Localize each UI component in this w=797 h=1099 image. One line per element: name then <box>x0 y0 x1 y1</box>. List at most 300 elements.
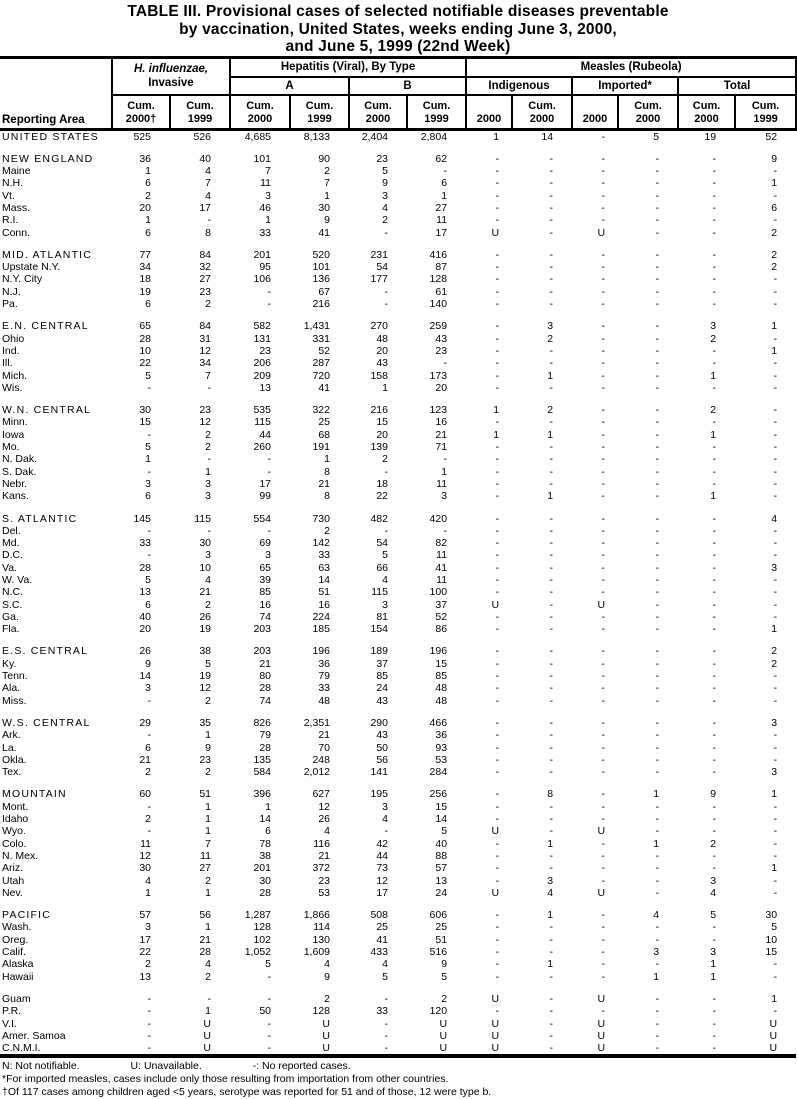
value-cell: - <box>601 741 606 754</box>
value-cell: 209 <box>253 369 271 382</box>
value-cell: 25 <box>435 921 448 934</box>
value-cell: - <box>495 921 500 934</box>
value-cell: 11 <box>436 574 448 586</box>
value-cell: - <box>147 524 151 537</box>
value-cell: 51 <box>435 933 448 946</box>
value-cell: - <box>773 741 778 754</box>
value-cell: 28 <box>139 332 151 345</box>
value-cell: - <box>601 320 606 333</box>
value-cell: - <box>495 645 500 658</box>
value-cell: U <box>597 1017 606 1030</box>
value-cell: 1 <box>653 970 660 983</box>
value-cell: - <box>549 561 554 574</box>
column-header-bottom: 2000 <box>476 113 502 125</box>
value-cell: - <box>773 453 778 466</box>
value-cell: - <box>712 813 717 826</box>
reporting-area-cell: W.N. CENTRAL <box>2 404 92 417</box>
value-cell: 20 <box>435 381 448 394</box>
value-cell: - <box>655 441 660 454</box>
value-cell: U <box>491 992 500 1005</box>
value-cell: - <box>712 165 717 178</box>
value-cell: 8,133 <box>303 130 330 143</box>
value-cell: - <box>601 177 606 190</box>
value-cell: 24 <box>435 886 448 899</box>
value-cell: - <box>655 574 660 586</box>
value-cell: 23 <box>199 404 211 417</box>
reporting-area-cell: Alaska <box>2 958 34 971</box>
value-cell: 145 <box>133 512 151 525</box>
value-cell: 4,685 <box>244 130 271 143</box>
reporting-area-cell: N.Y. City <box>2 273 43 286</box>
value-cell: 1 <box>493 404 500 417</box>
value-cell: 20 <box>376 428 388 441</box>
value-cell: - <box>549 598 554 611</box>
value-cell: 50 <box>259 1005 271 1018</box>
value-cell: - <box>655 729 660 742</box>
value-cell: 30 <box>318 201 330 214</box>
value-cell: - <box>549 800 554 813</box>
reporting-area-cell: Idaho <box>2 813 29 826</box>
value-cell: - <box>655 886 660 899</box>
value-cell: - <box>549 165 554 178</box>
value-cell: - <box>549 477 554 490</box>
value-cell: - <box>147 800 151 813</box>
value-cell: - <box>712 381 717 394</box>
value-cell: 720 <box>312 369 330 382</box>
table-title-line1: TABLE III. Provisional cases of selected notifiable diseases preventable <box>127 3 669 20</box>
value-cell: - <box>712 800 717 813</box>
value-cell: - <box>207 524 211 537</box>
value-cell: U <box>735 1042 796 1056</box>
reporting-area-cell: V.I. <box>2 1017 17 1030</box>
value-cell: 26 <box>318 813 330 826</box>
value-cell: 730 <box>312 512 330 525</box>
value-cell: 43 <box>376 694 388 707</box>
value-cell: 120 <box>429 1005 448 1018</box>
value-cell: - <box>712 465 717 478</box>
reporting-area-cell: Wash. <box>2 921 32 934</box>
value-cell: - <box>549 862 554 875</box>
value-cell: - <box>549 813 554 826</box>
table-row <box>0 549 796 561</box>
value-cell: 554 <box>253 512 271 525</box>
value-cell: - <box>655 524 660 537</box>
measles-indigenous-header: Indigenous <box>466 77 572 95</box>
value-cell: - <box>495 874 500 887</box>
reporting-area-cell: Upstate N.Y. <box>2 261 61 274</box>
value-cell: 177 <box>370 273 388 286</box>
value-cell: - <box>655 537 660 550</box>
value-cell: - <box>549 189 554 202</box>
value-cell: - <box>655 958 660 971</box>
value-cell: U <box>597 1029 606 1042</box>
value-cell: - <box>773 369 778 382</box>
value-cell: 322 <box>312 404 330 417</box>
table-row <box>0 478 796 490</box>
column-header-bottom: 2000 <box>635 113 661 125</box>
value-cell: 14 <box>435 813 448 826</box>
value-cell: 7 <box>265 165 271 178</box>
value-cell: - <box>712 416 717 429</box>
value-cell: - <box>601 453 606 466</box>
value-cell: 1 <box>205 800 211 813</box>
value-cell: - <box>601 862 606 875</box>
value-cell: 9 <box>324 214 330 227</box>
value-cell: 4 <box>324 825 330 838</box>
reporting-area-cell: Calif. <box>2 946 26 959</box>
value-cell: 2,351 <box>303 716 330 729</box>
reporting-area-cell: Ill. <box>2 357 13 370</box>
reporting-area-cell: Guam <box>2 992 31 1005</box>
value-cell: 3 <box>205 477 211 490</box>
value-cell: - <box>655 598 660 611</box>
table-row <box>0 357 796 369</box>
value-cell: - <box>655 694 660 707</box>
value-cell: 2 <box>324 992 330 1005</box>
value-cell: 20 <box>139 623 151 636</box>
h-influenzae-header <box>112 57 230 95</box>
value-cell: 256 <box>429 788 448 801</box>
reporting-area-cell: Mass. <box>2 201 31 214</box>
value-cell: U <box>597 992 606 1005</box>
value-cell: 185 <box>312 623 330 636</box>
value-cell: - <box>495 524 500 537</box>
table-row <box>0 441 796 453</box>
value-cell: - <box>207 214 211 227</box>
value-cell: - <box>773 694 778 707</box>
value-cell: - <box>495 766 500 779</box>
value-cell: 18 <box>376 477 388 490</box>
value-cell: - <box>549 849 554 862</box>
value-cell: 29 <box>139 716 151 729</box>
value-cell: 26 <box>139 645 151 658</box>
value-cell: 131 <box>253 332 271 345</box>
table-row <box>0 525 796 537</box>
footnotes <box>0 1058 796 1099</box>
value-cell: - <box>655 453 660 466</box>
value-cell: U <box>466 1042 512 1056</box>
value-cell: 508 <box>370 909 388 922</box>
value-cell: 1 <box>145 214 151 227</box>
value-cell: 15 <box>376 416 388 429</box>
value-cell: - <box>601 958 606 971</box>
value-cell: 582 <box>253 320 271 333</box>
value-cell: 206 <box>253 357 271 370</box>
reporting-area-cell: Miss. <box>2 694 27 707</box>
value-cell: 56 <box>199 909 211 922</box>
value-cell: 6 <box>265 825 271 838</box>
value-cell: - <box>655 561 660 574</box>
value-cell: 9 <box>205 741 211 754</box>
value-cell: 8 <box>324 490 330 503</box>
value-cell: - <box>147 465 151 478</box>
value-cell: 60 <box>139 788 151 801</box>
table-title <box>0 0 796 56</box>
value-cell: 90 <box>318 152 330 165</box>
value-cell: 6 <box>771 201 778 214</box>
value-cell: U <box>597 886 606 899</box>
reporting-area-cell: MID. ATLANTIC <box>2 248 93 261</box>
value-cell: - <box>773 753 778 766</box>
value-cell: - <box>549 549 554 562</box>
value-cell: - <box>712 344 717 357</box>
reporting-area-cell: Ala. <box>2 682 21 695</box>
table-row <box>0 611 796 623</box>
value-cell: - <box>601 574 606 586</box>
value-cell: 36 <box>318 657 330 670</box>
table-row <box>0 838 796 850</box>
value-cell: - <box>549 1005 554 1018</box>
value-cell: - <box>601 381 606 394</box>
value-cell: 2,404 <box>361 130 388 143</box>
value-cell: - <box>601 694 606 707</box>
table-row <box>0 177 796 189</box>
value-cell: - <box>495 369 500 382</box>
value-cell: 627 <box>312 788 330 801</box>
hepatitis-group-header: Hepatitis (Viral), By Type <box>230 57 466 77</box>
value-cell: - <box>773 477 778 490</box>
value-cell: 6 <box>145 598 151 611</box>
value-cell: 15 <box>765 946 778 959</box>
value-cell: - <box>601 165 606 178</box>
value-cell: - <box>655 320 660 333</box>
value-cell: - <box>601 248 606 261</box>
value-cell: 19 <box>704 130 717 143</box>
value-cell: - <box>773 1005 778 1018</box>
value-cell: 4 <box>547 886 554 899</box>
value-cell: - <box>495 586 500 599</box>
value-cell: - <box>773 549 778 562</box>
value-cell: - <box>549 441 554 454</box>
reporting-area-cell: Mich. <box>2 369 28 382</box>
table-row <box>0 345 796 357</box>
value-cell: - <box>773 874 778 887</box>
value-cell: - <box>712 574 717 586</box>
value-cell: - <box>773 465 778 478</box>
value-cell: - <box>655 248 660 261</box>
value-cell: - <box>601 909 606 922</box>
reporting-area-cell: Ark. <box>2 729 21 742</box>
table-title-line2: by vaccination, United States, weeks ending June 3, 2000, <box>179 20 617 38</box>
value-cell: 11 <box>436 477 448 490</box>
value-cell: 3 <box>771 716 778 729</box>
value-cell: 606 <box>429 909 448 922</box>
value-cell: - <box>773 381 778 394</box>
value-cell: 85 <box>435 670 448 683</box>
value-cell: - <box>601 788 606 801</box>
value-cell: U <box>491 825 500 838</box>
value-cell: - <box>267 1029 271 1042</box>
value-cell: 1 <box>710 958 717 971</box>
value-cell: 5 <box>145 441 151 454</box>
value-cell: - <box>773 214 778 227</box>
value-cell: - <box>773 298 778 311</box>
value-cell: 52 <box>435 610 448 623</box>
value-cell: 1,287 <box>244 909 271 922</box>
value-cell: 1 <box>265 214 271 227</box>
value-cell: 7 <box>205 369 211 382</box>
reporting-area-cell: Oreg. <box>2 933 29 946</box>
value-cell: - <box>773 441 778 454</box>
value-cell: - <box>549 716 554 729</box>
value-cell: - <box>267 298 271 311</box>
value-cell: 1 <box>771 623 778 636</box>
value-cell: 12 <box>139 849 151 862</box>
column-header <box>618 95 678 130</box>
value-cell: 216 <box>312 298 330 311</box>
value-cell: 1 <box>205 1005 211 1018</box>
value-cell: - <box>773 404 778 417</box>
value-cell: - <box>712 1029 717 1042</box>
value-cell: 1 <box>771 788 778 801</box>
value-cell: 22 <box>139 357 151 370</box>
value-cell: - <box>655 404 660 417</box>
value-cell: - <box>495 298 500 311</box>
value-cell: 28 <box>259 741 271 754</box>
value-cell: - <box>712 921 717 934</box>
value-cell: - <box>601 561 606 574</box>
value-cell: 54 <box>376 261 388 274</box>
column-header-bottom: 1999 <box>424 113 449 125</box>
value-cell: 189 <box>370 645 388 658</box>
value-cell: - <box>712 933 717 946</box>
column-header-bottom: 2000 <box>247 113 273 125</box>
value-cell: 11 <box>200 849 211 862</box>
value-cell: - <box>601 130 606 143</box>
column-header-bottom: 1999 <box>187 113 213 125</box>
value-cell: 52 <box>318 344 330 357</box>
value-cell: - <box>207 381 211 394</box>
value-cell: 9 <box>710 788 717 801</box>
value-cell: - <box>712 453 717 466</box>
table-row <box>0 729 796 741</box>
reporting-area-cell: P.R. <box>2 1005 22 1018</box>
value-cell: - <box>655 416 660 429</box>
hepatitis-a-header: A <box>230 77 349 95</box>
value-cell: - <box>655 753 660 766</box>
value-cell: 3 <box>265 549 271 562</box>
value-cell: 4 <box>382 813 388 826</box>
value-cell: - <box>712 694 717 707</box>
table-row <box>0 707 796 729</box>
table-row <box>0 971 796 983</box>
value-cell: 4 <box>710 886 717 899</box>
value-cell: U <box>491 886 500 899</box>
value-cell: - <box>384 298 388 311</box>
value-cell: 17 <box>139 933 151 946</box>
value-cell: 61 <box>435 285 448 298</box>
value-cell: - <box>655 477 660 490</box>
column-header-top: Cum. <box>305 99 334 112</box>
value-cell: 1 <box>205 921 211 934</box>
value-cell: 4 <box>653 909 660 922</box>
value-cell: - <box>601 874 606 887</box>
value-cell: - <box>655 369 660 382</box>
value-cell: - <box>495 416 500 429</box>
value-cell: 2 <box>441 992 448 1005</box>
value-cell: - <box>601 369 606 382</box>
value-cell: - <box>495 537 500 550</box>
value-cell: 65 <box>259 561 271 574</box>
value-cell: - <box>712 753 717 766</box>
value-cell: 86 <box>435 623 448 636</box>
value-cell: - <box>601 610 606 623</box>
table-row <box>0 899 796 921</box>
value-cell: 6 <box>441 177 448 190</box>
value-cell: - <box>495 165 500 178</box>
value-cell: - <box>147 1029 151 1042</box>
value-cell: 13 <box>139 970 151 983</box>
value-cell: - <box>384 825 388 838</box>
value-cell: - <box>712 285 717 298</box>
value-cell: - <box>495 189 500 202</box>
reporting-area-cell: Vt. <box>2 189 15 202</box>
value-cell: 1 <box>771 344 778 357</box>
value-cell: 260 <box>253 441 271 454</box>
table-row <box>0 682 796 694</box>
value-cell: 1 <box>145 886 151 899</box>
reporting-area-cell: NEW ENGLAND <box>2 152 94 165</box>
value-cell: 101 <box>312 261 330 274</box>
value-cell: - <box>655 381 660 394</box>
value-cell: - <box>147 729 151 742</box>
value-cell: - <box>267 285 271 298</box>
value-cell: 37 <box>435 598 448 611</box>
value-cell: 17 <box>199 201 211 214</box>
reporting-area-cell: E.S. CENTRAL <box>2 645 89 658</box>
reporting-area-cell: Md. <box>2 537 20 550</box>
value-cell: 8 <box>547 788 554 801</box>
value-cell: - <box>549 273 554 286</box>
table-row <box>0 635 796 657</box>
value-cell: - <box>601 332 606 345</box>
column-header <box>112 95 170 130</box>
value-cell: - <box>549 201 554 214</box>
value-cell: 53 <box>435 753 448 766</box>
value-cell: - <box>495 741 500 754</box>
value-cell: 1 <box>653 837 660 850</box>
value-cell: 34 <box>139 261 151 274</box>
value-cell: 5 <box>145 574 151 586</box>
value-cell: - <box>495 623 500 636</box>
value-cell: - <box>549 453 554 466</box>
value-cell: - <box>495 670 500 683</box>
column-header-top: Cum. <box>751 99 780 112</box>
value-cell: 38 <box>259 849 271 862</box>
value-cell: 30 <box>199 537 211 550</box>
value-cell: 41 <box>318 226 330 239</box>
value-cell: - <box>712 623 717 636</box>
value-cell: - <box>601 946 606 959</box>
value-cell: - <box>495 453 500 466</box>
value-cell: 115 <box>194 512 211 525</box>
value-cell: - <box>549 623 554 636</box>
table-row <box>0 310 796 332</box>
value-cell: - <box>655 670 660 683</box>
value-cell: 11 <box>436 549 448 562</box>
value-cell: - <box>655 344 660 357</box>
value-cell: - <box>549 574 554 586</box>
value-cell: - <box>601 465 606 478</box>
value-cell: 4 <box>324 958 330 971</box>
value-cell: 13 <box>435 874 448 887</box>
table-title-line3: and June 5, 1999 (22nd Week) <box>285 38 511 55</box>
column-header <box>466 95 512 130</box>
column-header-top: Cum. <box>422 99 451 112</box>
value-cell: 10 <box>765 933 778 946</box>
value-cell: 28 <box>139 561 151 574</box>
value-cell: 270 <box>370 320 388 333</box>
